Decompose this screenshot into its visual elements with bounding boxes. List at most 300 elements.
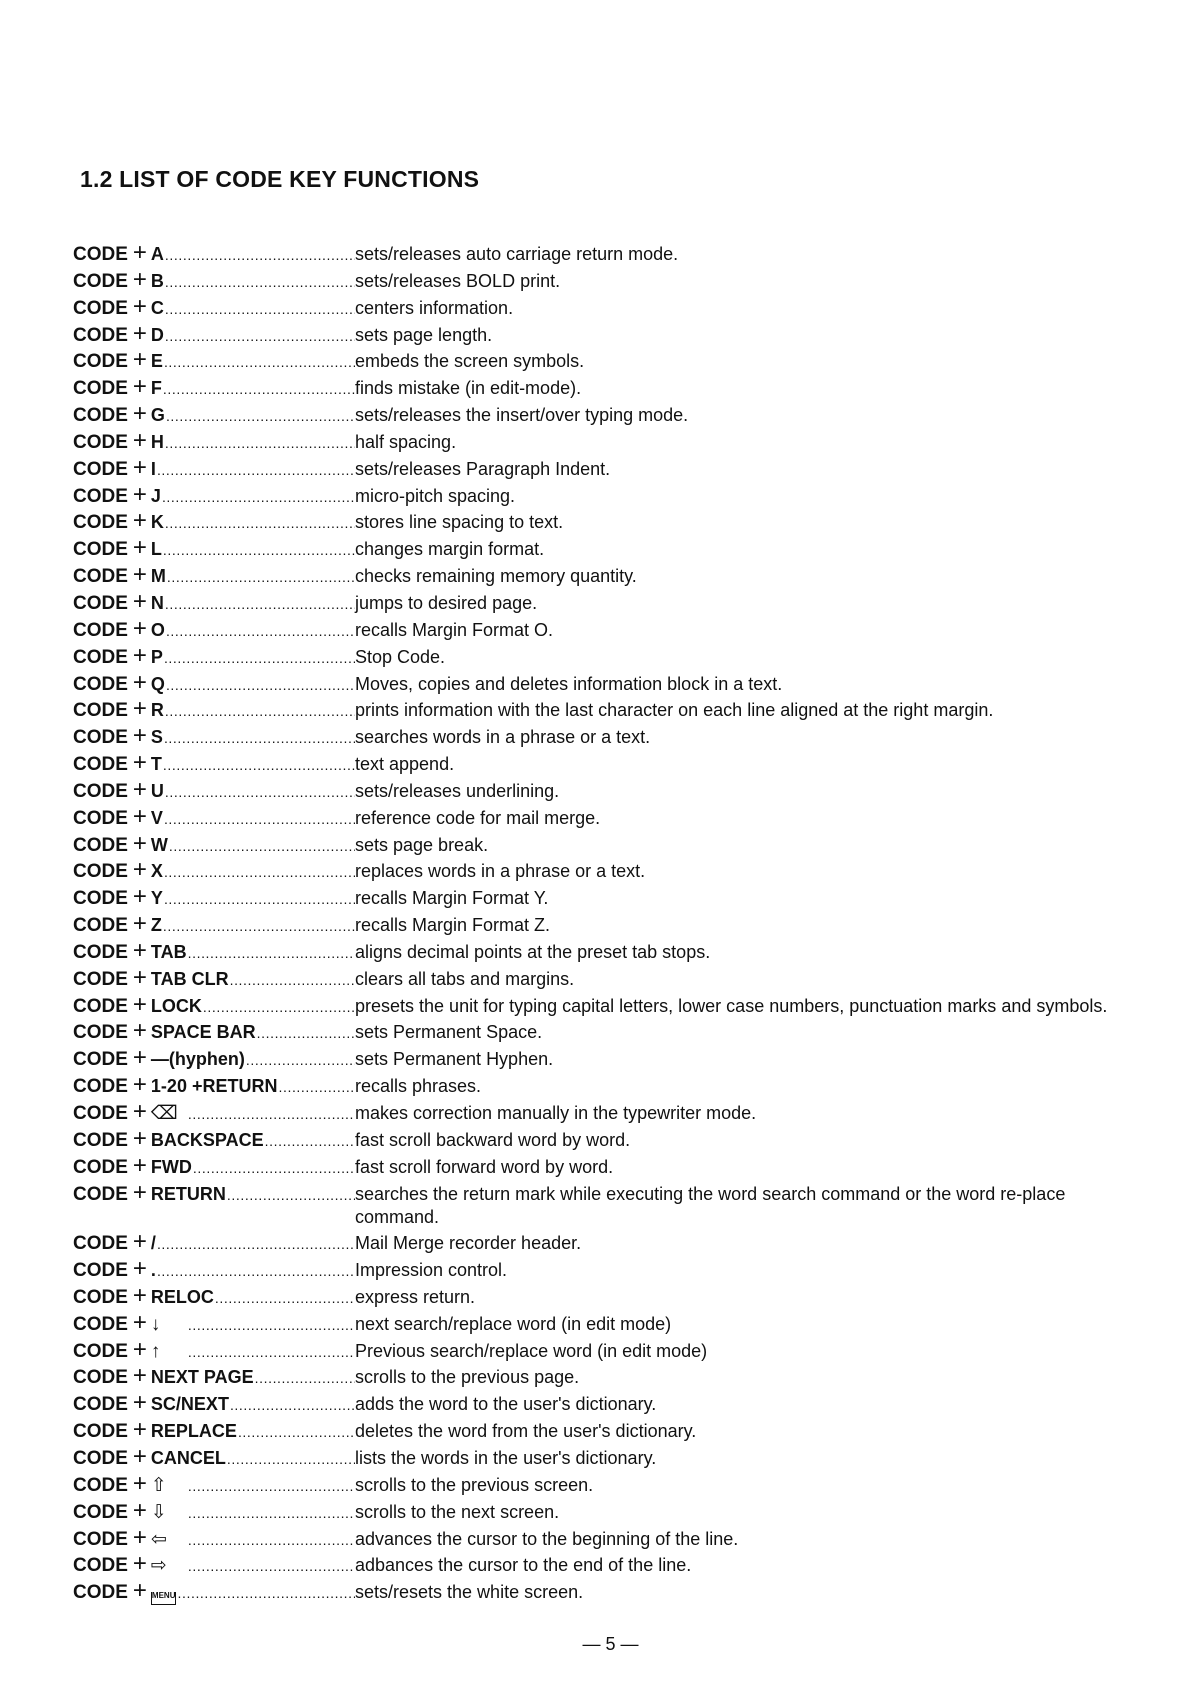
plus-sign: + <box>132 1579 147 1605</box>
dot-leader <box>164 861 355 885</box>
dot-leader <box>188 1555 355 1579</box>
code-key-label: CODE <box>73 646 128 668</box>
code-key-label: CODE <box>73 566 128 588</box>
dot-leader <box>169 835 355 859</box>
key-combination <box>73 402 355 429</box>
plus-sign: + <box>132 1153 147 1179</box>
function-description: sets/releases auto carriage return mode. <box>355 244 679 264</box>
code-entry <box>73 1284 1133 1311</box>
key-name: FWD <box>150 1156 192 1177</box>
function-description: advances the cursor to the beginning of the line. <box>355 1528 739 1549</box>
plus-sign: + <box>132 536 147 562</box>
dot-leader <box>164 727 355 751</box>
plus-sign: + <box>132 482 147 508</box>
code-key-label: CODE <box>73 1555 128 1577</box>
dot-leader <box>203 996 355 1020</box>
code-entry <box>73 1181 1133 1231</box>
function-description: text append. <box>355 754 455 775</box>
plus-sign: + <box>132 616 147 642</box>
code-entry <box>73 671 1133 698</box>
key-name: F <box>150 378 162 399</box>
code-entry <box>73 885 1133 912</box>
function-description: Stop Code. <box>355 646 446 667</box>
code-key-label: CODE <box>73 458 128 480</box>
function-description: adds the word to the user's dictionary. <box>355 1394 657 1415</box>
function-description: sets Permanent Hyphen. <box>355 1049 554 1070</box>
section-title: 1.2 LIST OF CODE KEY FUNCTIONS <box>80 166 480 192</box>
function-description: scrolls to the next screen. <box>355 1501 560 1522</box>
code-entry <box>73 1100 1133 1127</box>
function-description: sets/resets the white screen. <box>355 1582 584 1603</box>
function-description: deletes the word from the user's dictionary. <box>355 1421 697 1442</box>
function-description: sets Permanent Space. <box>355 1022 543 1043</box>
key-name: T <box>150 754 162 775</box>
key-combination <box>73 375 355 402</box>
code-entry <box>73 993 1133 1020</box>
dot-leader <box>163 754 355 778</box>
key-name: Z <box>150 915 162 936</box>
code-key-label: CODE <box>73 378 128 400</box>
code-key-label: CODE <box>73 861 128 883</box>
code-entry <box>73 536 1133 563</box>
key-name: L <box>150 539 162 560</box>
key-combination <box>73 1181 355 1208</box>
code-entry <box>73 1391 1133 1418</box>
dot-leader <box>165 244 355 268</box>
function-description: recalls phrases. <box>355 1076 482 1097</box>
code-key-label: CODE <box>73 1129 128 1151</box>
plus-sign: + <box>132 643 147 669</box>
code-key-label: CODE <box>73 539 128 561</box>
code-key-label: CODE <box>73 834 128 856</box>
plus-sign: + <box>132 885 147 911</box>
function-description: Moves, copies and deletes information block in a text. <box>355 673 783 694</box>
plus-sign: + <box>132 992 147 1018</box>
key-combination <box>73 1127 355 1154</box>
key-name: / <box>150 1233 156 1254</box>
function-description: lists the words in the user's dictionary. <box>355 1447 657 1468</box>
code-entry <box>73 1472 1133 1499</box>
code-entry <box>73 617 1133 644</box>
function-description: stores line spacing to text. <box>355 512 564 533</box>
plus-sign: + <box>132 1418 147 1444</box>
code-key-label: CODE <box>73 754 128 776</box>
dot-leader <box>215 1287 355 1311</box>
key-symbol-icon: ↓ <box>150 1313 161 1335</box>
key-combination <box>73 348 355 375</box>
key-name: J <box>150 485 161 506</box>
plus-sign: + <box>132 1444 147 1470</box>
function-description: Previous search/replace word (in edit mode) <box>355 1340 708 1361</box>
key-name: RETURN <box>150 1183 226 1204</box>
key-combination <box>73 966 355 993</box>
plus-sign: + <box>132 1552 147 1578</box>
code-entry <box>73 697 1133 724</box>
function-description: recalls Margin Format O. <box>355 619 554 640</box>
code-entry <box>73 563 1133 590</box>
code-entry <box>73 966 1133 993</box>
function-description: fast scroll forward word by word. <box>355 1156 614 1177</box>
plus-sign: + <box>132 965 147 991</box>
code-entry <box>73 1552 1133 1579</box>
function-description: half spacing. <box>355 431 457 452</box>
plus-sign: + <box>132 1364 147 1390</box>
plus-sign: + <box>132 697 147 723</box>
code-entry <box>73 483 1133 510</box>
dot-leader <box>166 405 355 429</box>
key-name: SPACE BAR <box>150 1022 256 1043</box>
key-combination <box>73 536 355 563</box>
plus-sign: + <box>132 1019 147 1045</box>
function-description: searches the return mark while executing the word search command or the word re-place command. <box>355 1183 1066 1228</box>
key-name: —(hyphen) <box>150 1049 245 1070</box>
key-combination <box>73 1019 355 1046</box>
key-name: SC/NEXT <box>150 1394 229 1415</box>
dot-leader <box>188 1502 355 1526</box>
function-description: scrolls to the previous page. <box>355 1367 580 1388</box>
dot-leader <box>227 1184 355 1208</box>
dot-leader <box>166 620 355 644</box>
key-name: S <box>150 727 163 748</box>
code-key-label: CODE <box>73 1286 128 1308</box>
menu-key-icon: MENU <box>151 1592 177 1605</box>
code-key-label: CODE <box>73 1421 128 1443</box>
key-symbol-icon: ⇩ <box>150 1501 167 1523</box>
key-name: D <box>150 324 164 345</box>
code-key-label: CODE <box>73 1447 128 1469</box>
key-combination <box>73 1257 355 1284</box>
key-name: W <box>150 834 168 855</box>
key-symbol-icon: ⇦ <box>150 1528 167 1550</box>
function-description: sets page break. <box>355 834 489 855</box>
key-name: M <box>150 566 166 587</box>
dot-leader <box>188 1475 355 1499</box>
key-name: V <box>150 807 163 828</box>
code-entry <box>73 1579 1133 1606</box>
key-combination <box>73 778 355 805</box>
key-combination <box>73 1499 355 1526</box>
function-description: recalls Margin Format Y. <box>355 888 549 909</box>
key-combination <box>73 1391 355 1418</box>
function-description: express return. <box>355 1286 476 1307</box>
key-name: B <box>150 270 164 291</box>
key-name: REPLACE <box>150 1421 237 1442</box>
key-name: A <box>150 244 164 264</box>
dot-leader <box>188 1314 355 1338</box>
dot-leader <box>255 1367 355 1391</box>
code-key-label: CODE <box>73 1022 128 1044</box>
function-description: sets/releases BOLD print. <box>355 270 561 291</box>
code-entry <box>73 832 1133 859</box>
key-name: I <box>150 458 156 479</box>
key-combination <box>73 805 355 832</box>
code-entry <box>73 1127 1133 1154</box>
plus-sign: + <box>132 1100 147 1125</box>
dot-leader <box>164 888 355 912</box>
code-entry <box>73 429 1133 456</box>
dot-leader <box>257 1022 355 1046</box>
plus-sign: + <box>132 858 147 884</box>
key-name: Y <box>150 888 163 909</box>
function-description: reference code for mail merge. <box>355 807 601 828</box>
key-combination <box>73 1046 355 1073</box>
plus-sign: + <box>132 589 147 615</box>
function-description: makes correction manually in the typewriter mode. <box>355 1103 757 1123</box>
key-name: H <box>150 431 164 452</box>
code-entry <box>73 805 1133 832</box>
key-name: 1-20 +RETURN <box>150 1076 278 1097</box>
key-combination <box>73 644 355 671</box>
key-combination <box>73 751 355 778</box>
key-combination <box>73 993 355 1020</box>
code-key-label: CODE <box>73 968 128 990</box>
key-combination <box>73 1445 355 1472</box>
function-description: jumps to desired page. <box>355 592 538 613</box>
plus-sign: + <box>132 1180 147 1206</box>
code-key-label: CODE <box>73 1340 128 1362</box>
code-entry <box>73 456 1133 483</box>
key-combination <box>73 885 355 912</box>
key-combination <box>73 429 355 456</box>
dot-leader <box>165 325 355 349</box>
plus-sign: + <box>132 1073 147 1099</box>
code-key-label: CODE <box>73 1394 128 1416</box>
dot-leader <box>165 298 355 322</box>
function-description: aligns decimal points at the preset tab stops. <box>355 941 711 962</box>
code-entry <box>73 1073 1133 1100</box>
plus-sign: + <box>132 348 147 374</box>
plus-sign: + <box>132 241 147 266</box>
dot-leader <box>165 593 355 617</box>
plus-sign: + <box>132 428 147 454</box>
function-description: scrolls to the previous screen. <box>355 1474 594 1495</box>
code-entry <box>73 1311 1133 1338</box>
code-key-label: CODE <box>73 1049 128 1071</box>
key-name: BACKSPACE <box>150 1129 264 1150</box>
key-combination <box>73 912 355 939</box>
code-key-label: CODE <box>73 995 128 1017</box>
key-combination <box>73 1230 355 1257</box>
function-description: Impression control. <box>355 1260 508 1281</box>
key-name: R <box>150 700 164 721</box>
code-key-label: CODE <box>73 351 128 373</box>
code-entry <box>73 1046 1133 1073</box>
plus-sign: + <box>132 804 147 830</box>
code-entry <box>73 1499 1133 1526</box>
key-combination <box>73 483 355 510</box>
code-key-label: CODE <box>73 619 128 641</box>
code-key-label: CODE <box>73 1076 128 1098</box>
dot-leader <box>163 378 355 402</box>
dot-leader <box>166 674 355 698</box>
dot-leader <box>193 1157 355 1181</box>
code-key-label: CODE <box>73 1367 128 1389</box>
key-name: N <box>150 592 164 613</box>
key-name: O <box>150 619 165 640</box>
key-name: TAB CLR <box>150 968 229 989</box>
plus-sign: + <box>132 938 147 964</box>
code-key-label: CODE <box>73 673 128 695</box>
dot-leader <box>167 566 355 590</box>
key-combination <box>73 617 355 644</box>
dot-leader <box>162 486 355 510</box>
code-key-label: CODE <box>73 888 128 910</box>
code-key-label: CODE <box>73 405 128 427</box>
key-combination <box>73 295 355 322</box>
plus-sign: + <box>132 455 147 481</box>
key-combination <box>73 509 355 536</box>
dot-leader <box>163 915 355 939</box>
function-description: next search/replace word (in edit mode) <box>355 1313 672 1334</box>
code-key-label: CODE <box>73 297 128 319</box>
code-entry <box>73 509 1133 536</box>
code-key-list <box>73 241 1133 1606</box>
key-combination <box>73 241 355 268</box>
function-description: embeds the screen symbols. <box>355 351 585 372</box>
key-combination <box>73 563 355 590</box>
plus-sign: + <box>132 1046 147 1072</box>
code-entry <box>73 644 1133 671</box>
code-key-label: CODE <box>73 941 128 963</box>
code-key-label: CODE <box>73 807 128 829</box>
code-key-label: CODE <box>73 700 128 722</box>
plus-sign: + <box>132 563 147 589</box>
plus-sign: + <box>132 1126 147 1152</box>
code-entry <box>73 1338 1133 1365</box>
key-name: K <box>150 512 164 533</box>
key-combination <box>73 268 355 295</box>
key-name: Q <box>150 673 165 694</box>
function-description: Mail Merge recorder header. <box>355 1233 582 1254</box>
code-key-label: CODE <box>73 1474 128 1496</box>
code-key-label: CODE <box>73 485 128 507</box>
plus-sign: + <box>132 1230 147 1256</box>
function-description: adbances the cursor to the end of the line. <box>355 1555 692 1576</box>
plus-sign: + <box>132 670 147 696</box>
key-name: NEXT PAGE <box>150 1367 254 1388</box>
dot-leader <box>164 647 355 671</box>
code-key-label: CODE <box>73 592 128 614</box>
function-description: sets/releases underlining. <box>355 780 560 801</box>
key-name: . <box>150 1260 156 1281</box>
function-description: checks remaining memory quantity. <box>355 566 637 587</box>
page-number: — 5 — <box>582 1634 639 1654</box>
dot-leader <box>188 1341 355 1365</box>
key-combination <box>73 1100 355 1127</box>
key-name: LOCK <box>150 995 202 1016</box>
dot-leader <box>157 1233 355 1257</box>
dot-leader <box>265 1130 355 1154</box>
key-name: P <box>150 646 163 667</box>
dot-leader <box>227 1448 355 1472</box>
plus-sign: + <box>132 294 147 320</box>
code-entry <box>73 295 1133 322</box>
code-entry <box>73 1019 1133 1046</box>
dot-leader <box>278 1076 355 1100</box>
plus-sign: + <box>132 831 147 857</box>
plus-sign: + <box>132 509 147 535</box>
key-name: U <box>150 780 164 801</box>
key-combination <box>73 671 355 698</box>
key-name: RELOC <box>150 1286 214 1307</box>
code-entry <box>73 939 1133 966</box>
code-entry <box>73 1257 1133 1284</box>
function-description: sets/releases the insert/over typing mode. <box>355 405 689 426</box>
key-combination <box>73 1472 355 1499</box>
dot-leader <box>164 351 355 375</box>
code-key-label: CODE <box>73 1103 128 1124</box>
function-description: clears all tabs and margins. <box>355 968 575 989</box>
code-entry <box>73 1418 1133 1445</box>
code-key-label: CODE <box>73 1582 128 1604</box>
key-combination <box>73 697 355 724</box>
plus-sign: + <box>132 912 147 938</box>
code-entry <box>73 402 1133 429</box>
plus-sign: + <box>132 1337 147 1363</box>
code-key-label: CODE <box>73 780 128 802</box>
key-symbol-icon: ⇧ <box>150 1474 167 1496</box>
code-entry <box>73 1154 1133 1181</box>
plus-sign: + <box>132 321 147 347</box>
code-entry <box>73 778 1133 805</box>
code-entry <box>73 1230 1133 1257</box>
code-entry <box>73 751 1133 778</box>
dot-leader <box>165 700 355 724</box>
key-combination <box>73 1364 355 1391</box>
plus-sign: + <box>132 1498 147 1524</box>
plus-sign: + <box>132 777 147 803</box>
dot-leader <box>177 1582 355 1606</box>
dot-leader <box>230 1394 355 1418</box>
plus-sign: + <box>132 1257 147 1283</box>
dot-leader <box>165 512 355 536</box>
plus-sign: + <box>132 1283 147 1309</box>
code-entry <box>73 1526 1133 1553</box>
key-combination <box>73 1284 355 1311</box>
key-symbol-icon: ↑ <box>150 1340 161 1362</box>
dot-leader <box>157 1260 355 1284</box>
key-combination <box>73 1073 355 1100</box>
code-key-label: CODE <box>73 1233 128 1255</box>
dot-leader <box>188 1103 355 1127</box>
key-name: C <box>150 297 164 318</box>
function-description: prints information with the last character on each line aligned at the right margin. <box>355 700 994 721</box>
plus-sign: + <box>132 751 147 777</box>
function-description: recalls Margin Format Z. <box>355 915 551 936</box>
dot-leader <box>165 271 355 295</box>
code-key-label: CODE <box>73 512 128 534</box>
key-combination <box>73 456 355 483</box>
key-combination <box>73 590 355 617</box>
key-name: E <box>150 351 163 372</box>
key-combination <box>73 858 355 885</box>
plus-sign: + <box>132 724 147 750</box>
code-key-label: CODE <box>73 431 128 453</box>
plus-sign: + <box>132 1525 147 1551</box>
code-entry <box>73 268 1133 295</box>
plus-sign: + <box>132 1391 147 1417</box>
code-entry <box>73 375 1133 402</box>
dot-leader <box>164 808 355 832</box>
code-key-label: CODE <box>73 270 128 292</box>
code-key-label: CODE <box>73 1156 128 1178</box>
function-description: presets the unit for typing capital letters, lower case numbers, punctuation marks and symbols. <box>355 995 1108 1016</box>
function-description: fast scroll backward word by word. <box>355 1129 631 1150</box>
key-combination <box>73 1338 355 1365</box>
plus-sign: + <box>132 375 147 401</box>
key-combination <box>73 1526 355 1553</box>
function-description: replaces words in a phrase or a text. <box>355 861 646 882</box>
